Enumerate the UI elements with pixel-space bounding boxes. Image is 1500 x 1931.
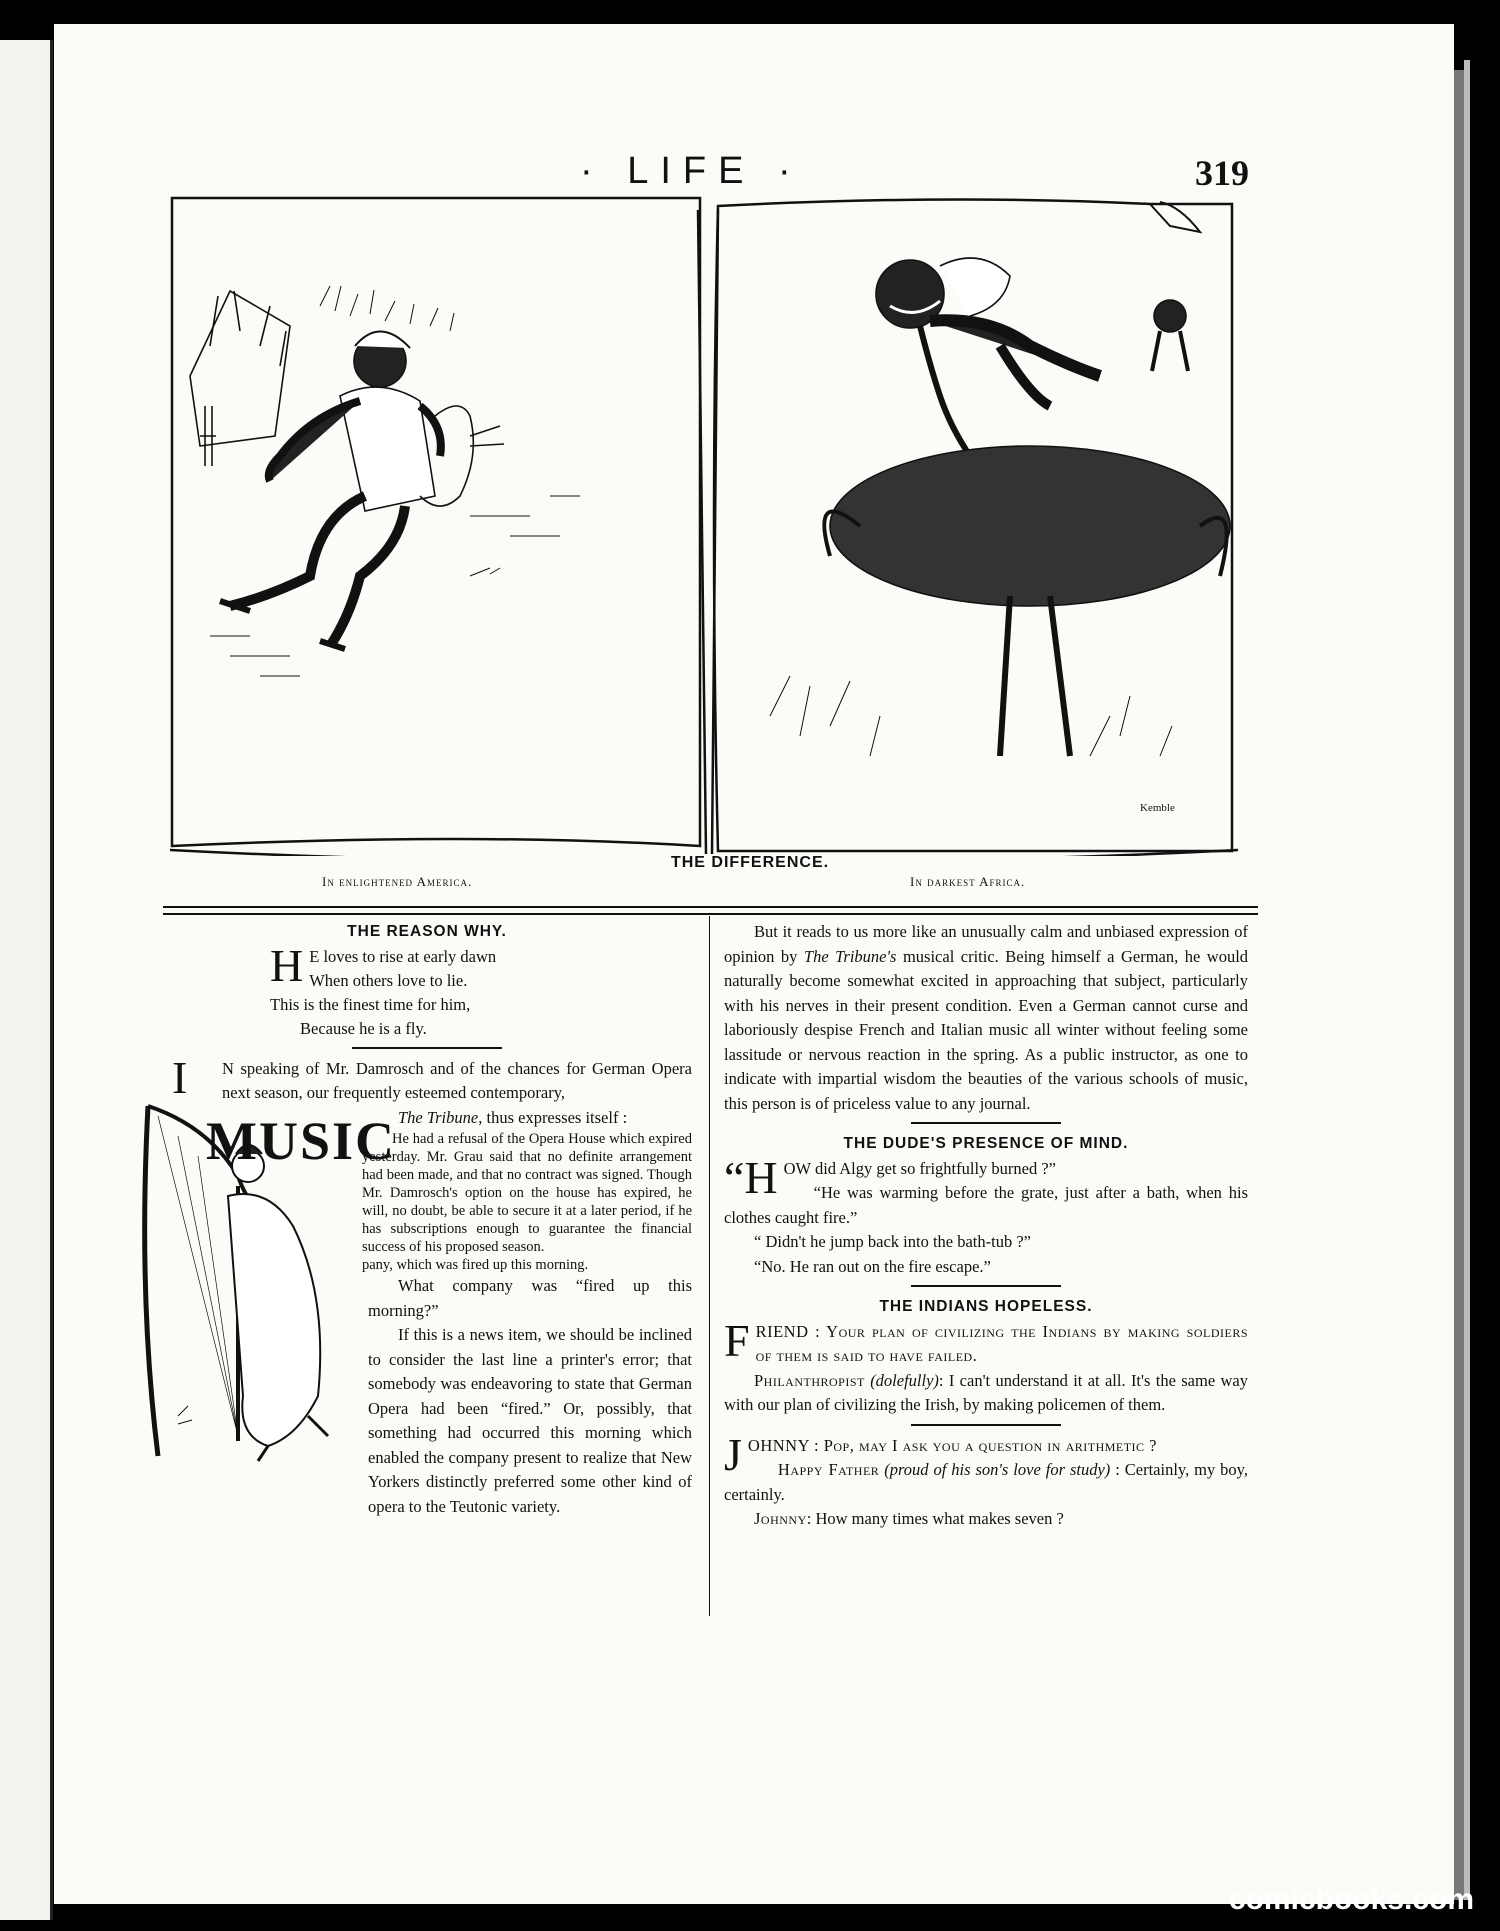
- cartoon-caption-left: In enlightened America.: [322, 874, 473, 889]
- poem-reason-why: [270, 939, 692, 1041]
- column-divider: [709, 916, 710, 1616]
- johnny-joke-line: Johnny: How many times what makes seven ?: [754, 1509, 1064, 1528]
- opera-intro: I N speaking of Mr. Damrosch and of the chances for German Opera next season, our frequently esteemed contemporary,: [172, 1051, 692, 1103]
- divider-rule: [911, 1424, 1061, 1426]
- left-illustration: [190, 286, 580, 676]
- facing-page-edge: [0, 40, 53, 1920]
- dropcap: “H: [724, 1151, 778, 1203]
- cartoon-caption-right: In darkest Africa.: [910, 874, 1026, 889]
- right-column: [724, 920, 1248, 1532]
- tribune-name: The Tribune's: [803, 946, 897, 966]
- johnny-joke-line: JOHNNY : Pop, may I ask you a question in arithmetic ?: [724, 1428, 1158, 1480]
- right-illustration: [770, 258, 1230, 756]
- dude-joke-line: “ Didn't he jump back into the bath-tub ?”: [754, 1232, 1031, 1251]
- dude-joke-line: “No. He ran out on the fire escape.”: [754, 1256, 991, 1276]
- tribune-quote: He had a refusal of the Opera House which expired yesterday. Mr. Grau said that no definite arrangement had been made, and that no contract was signed. Though Mr. Damrosch's option on the house has expired, he will, no doubt, be able to secure it at a later period, if he has subscriptions enough to guarantee the financial success of his proposed season. pany, which was fired up this morning.: [362, 1131, 692, 1273]
- headline-reason-why: THE REASON WHY.: [347, 923, 507, 940]
- masthead-title: · LIFE ·: [580, 150, 803, 192]
- dude-joke-line: “HOW did Algy get so frightfully burned ?”: [724, 1151, 1056, 1203]
- cartoon-open-book: [170, 196, 1240, 856]
- cartoon-signature: Kemble: [1140, 802, 1175, 814]
- opera-paragraph-3: If this is a news item, we should be inclined to consider the last line a printer's error; that somebody was endeavoring to state that German Opera had been “fired.” Or, possibly, that something had occurred this morning which enabled the company present to realize that New Yorkers distinctly preferred some other kind of opera to the Teutonic variety.: [368, 1325, 692, 1516]
- section-double-rule: [163, 906, 1258, 915]
- opera-continued: But it reads to us more like an unusually calm and unbiased expression of opinion by The Tribune's musical critic. Being himself a German, he would naturally become somewhat excited in approaching that subject, particularly with his nerves in their present condition. Even a German cannot curse and laboriously despise French and Italian music all winter without feeling some lassitude or nervous reaction in the spring. As a public instructor, as one to indicate with impartial wisdom the beauties of the various schools of music, this person is of priceless value to any journal.: [724, 922, 1249, 1113]
- headline-indians: THE INDIANS HOPELESS.: [879, 1298, 1093, 1315]
- music-lettering: MUSIC: [206, 1111, 397, 1171]
- tribune-name: The Tribune,: [398, 1107, 483, 1127]
- page-edge-light: [1464, 60, 1470, 1900]
- divider-rule: [911, 1122, 1061, 1124]
- opera-paragraph-2: What company was “fired up this morning?”: [368, 1276, 692, 1320]
- dropcap: H: [270, 939, 304, 991]
- indians-joke-line: Philanthropist (dolefully): I can't understand it at all. It's the same way with our plan of civilizing the Irish, by making policemen of them.: [724, 1370, 1248, 1414]
- cartoon-title: THE DIFFERENCE.: [670, 854, 830, 871]
- dude-joke-line: “He was warming before the grate, just after a bath, when his clothes caught fire.”: [724, 1183, 1248, 1227]
- johnny-joke-line: Happy Father (proud of his son's love for study) : Certainly, my boy, certainly.: [724, 1460, 1248, 1504]
- divider-rule: [352, 1047, 502, 1049]
- dropcap: J: [724, 1428, 742, 1480]
- indians-joke-line: FRIEND : Your plan of civilizing the Indians by making soldiers of them is said to have failed.: [724, 1314, 1248, 1366]
- site-watermark: comicbooks.com: [1228, 1883, 1474, 1916]
- poem-line: E loves to rise at early dawn: [309, 946, 497, 966]
- poem-line: Because he is a fly.: [300, 1018, 427, 1038]
- headline-dude: THE DUDE'S PRESENCE OF MIND.: [843, 1135, 1129, 1152]
- dropcap: F: [724, 1314, 750, 1366]
- page-number: 319: [1195, 153, 1249, 193]
- poem-line: When others love to lie.: [309, 970, 468, 990]
- divider-rule: [911, 1285, 1061, 1287]
- poem-line: This is the finest time for him,: [270, 994, 471, 1014]
- opera-intro-cont: The Tribune, thus expresses itself :: [398, 1107, 628, 1127]
- dropcap: I: [172, 1051, 188, 1103]
